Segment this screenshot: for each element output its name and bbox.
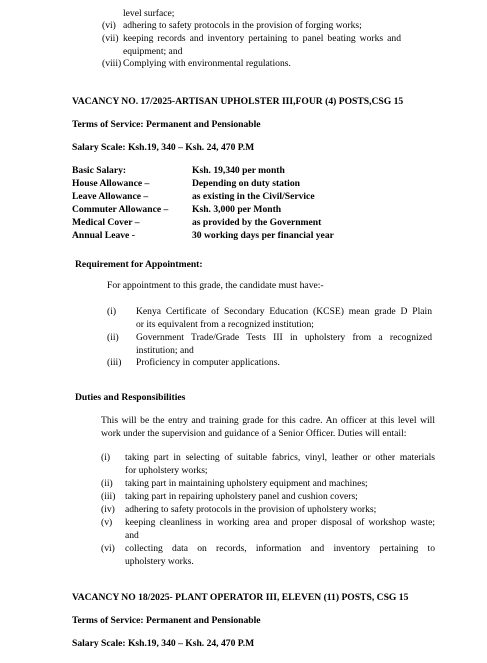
- benefit-value: as existing in the Civil/Service: [192, 191, 315, 202]
- benefit-value: Depending on duty station: [192, 178, 300, 189]
- list-item-number: (viii): [102, 58, 122, 69]
- requirement-number: (i): [107, 306, 117, 317]
- list-item-text-continued: equipment; and: [123, 46, 183, 57]
- duties-intro: This will be the entry and training grade for this cadre. An officer at this level will: [101, 415, 435, 426]
- duty-number: (vi): [101, 543, 115, 554]
- benefit-label: Medical Cover –: [72, 217, 140, 228]
- requirement-heading: Requirement for Appointment:: [75, 259, 203, 270]
- requirement-text: Government Trade/Grade Tests III in upholstery from a recognized: [136, 332, 432, 343]
- benefit-label: Annual Leave -: [72, 230, 135, 241]
- duty-text: taking part in selecting of suitable fabrics, vinyl, leather or other materials: [125, 452, 435, 463]
- requirement-text-continued: institution; and: [136, 345, 194, 356]
- benefit-value: Ksh. 3,000 per Month: [192, 204, 282, 215]
- salary-scale: Salary Scale: Ksh.19, 340 – Ksh. 24, 470 P.M: [72, 638, 255, 649]
- duty-number: (ii): [101, 478, 113, 489]
- vacancy-heading: VACANCY NO. 17/2025-ARTISAN UPHOLSTER III,FOUR (4) POSTS,CSG 15: [72, 96, 404, 107]
- duties-heading: Duties and Responsibilities: [75, 392, 186, 403]
- requirement-number: (ii): [107, 332, 119, 343]
- list-continuation-line: level surface;: [123, 8, 175, 19]
- duty-text-continued: and: [125, 530, 139, 541]
- requirement-number: (iii): [107, 357, 122, 368]
- benefit-label: Leave Allowance –: [72, 191, 149, 202]
- terms-of-service: Terms of Service: Permanent and Pensionable: [72, 119, 261, 130]
- benefit-value: Ksh. 19,340 per month: [192, 165, 285, 176]
- list-item-text: Complying with environmental regulations.: [123, 58, 291, 69]
- duty-text: collecting data on records, information and inventory pertaining to: [125, 543, 435, 554]
- duty-text-continued: for upholstery works;: [125, 465, 208, 476]
- benefit-value: 30 working days per financial year: [192, 230, 334, 241]
- duty-text: taking part in repairing upholstery panel and cushion covers;: [125, 491, 358, 502]
- duty-text: taking part in maintaining upholstery equipment and machines;: [125, 478, 368, 489]
- terms-of-service: Terms of Service: Permanent and Pensionable: [72, 615, 261, 626]
- duty-number: (i): [101, 452, 111, 463]
- salary-scale: Salary Scale: Ksh.19, 340 – Ksh. 24, 470 P.M: [72, 142, 255, 153]
- duty-number: (iv): [101, 504, 115, 515]
- list-item-number: (vi): [102, 20, 116, 31]
- duty-number: (v): [101, 517, 113, 528]
- benefit-label: House Allowance –: [72, 178, 150, 189]
- benefit-label: Basic Salary:: [72, 165, 127, 176]
- requirement-text-continued: or its equivalent from a recognized institution;: [136, 319, 314, 330]
- duty-number: (iii): [101, 491, 116, 502]
- requirement-text: Proficiency in computer applications.: [136, 357, 280, 368]
- requirement-intro: For appointment to this grade, the candidate must have:-: [107, 280, 324, 291]
- benefit-label: Commuter Allowance –: [72, 204, 169, 215]
- benefit-value: as provided by the Government: [192, 217, 322, 228]
- duties-intro-continued: work under the supervision and guidance of a Senior Officer. Duties will entail:: [101, 428, 407, 439]
- requirement-text: Kenya Certificate of Secondary Education (KCSE) mean grade D Plain: [136, 306, 432, 317]
- duty-text-continued: upholstery works.: [125, 556, 194, 567]
- list-item-text: keeping records and inventory pertaining to panel beating works and: [123, 33, 401, 44]
- duty-text: adhering to safety protocols in the provision of upholstery works;: [125, 504, 377, 515]
- duty-text: keeping cleanliness in working area and proper disposal of workshop waste;: [125, 517, 435, 528]
- vacancy-heading: VACANCY NO 18/2025- PLANT OPERATOR III, ELEVEN (11) POSTS, CSG 15: [72, 592, 409, 603]
- list-item-text: adhering to safety protocols in the provision of forging works;: [123, 20, 362, 31]
- list-item-number: (vii): [102, 33, 119, 44]
